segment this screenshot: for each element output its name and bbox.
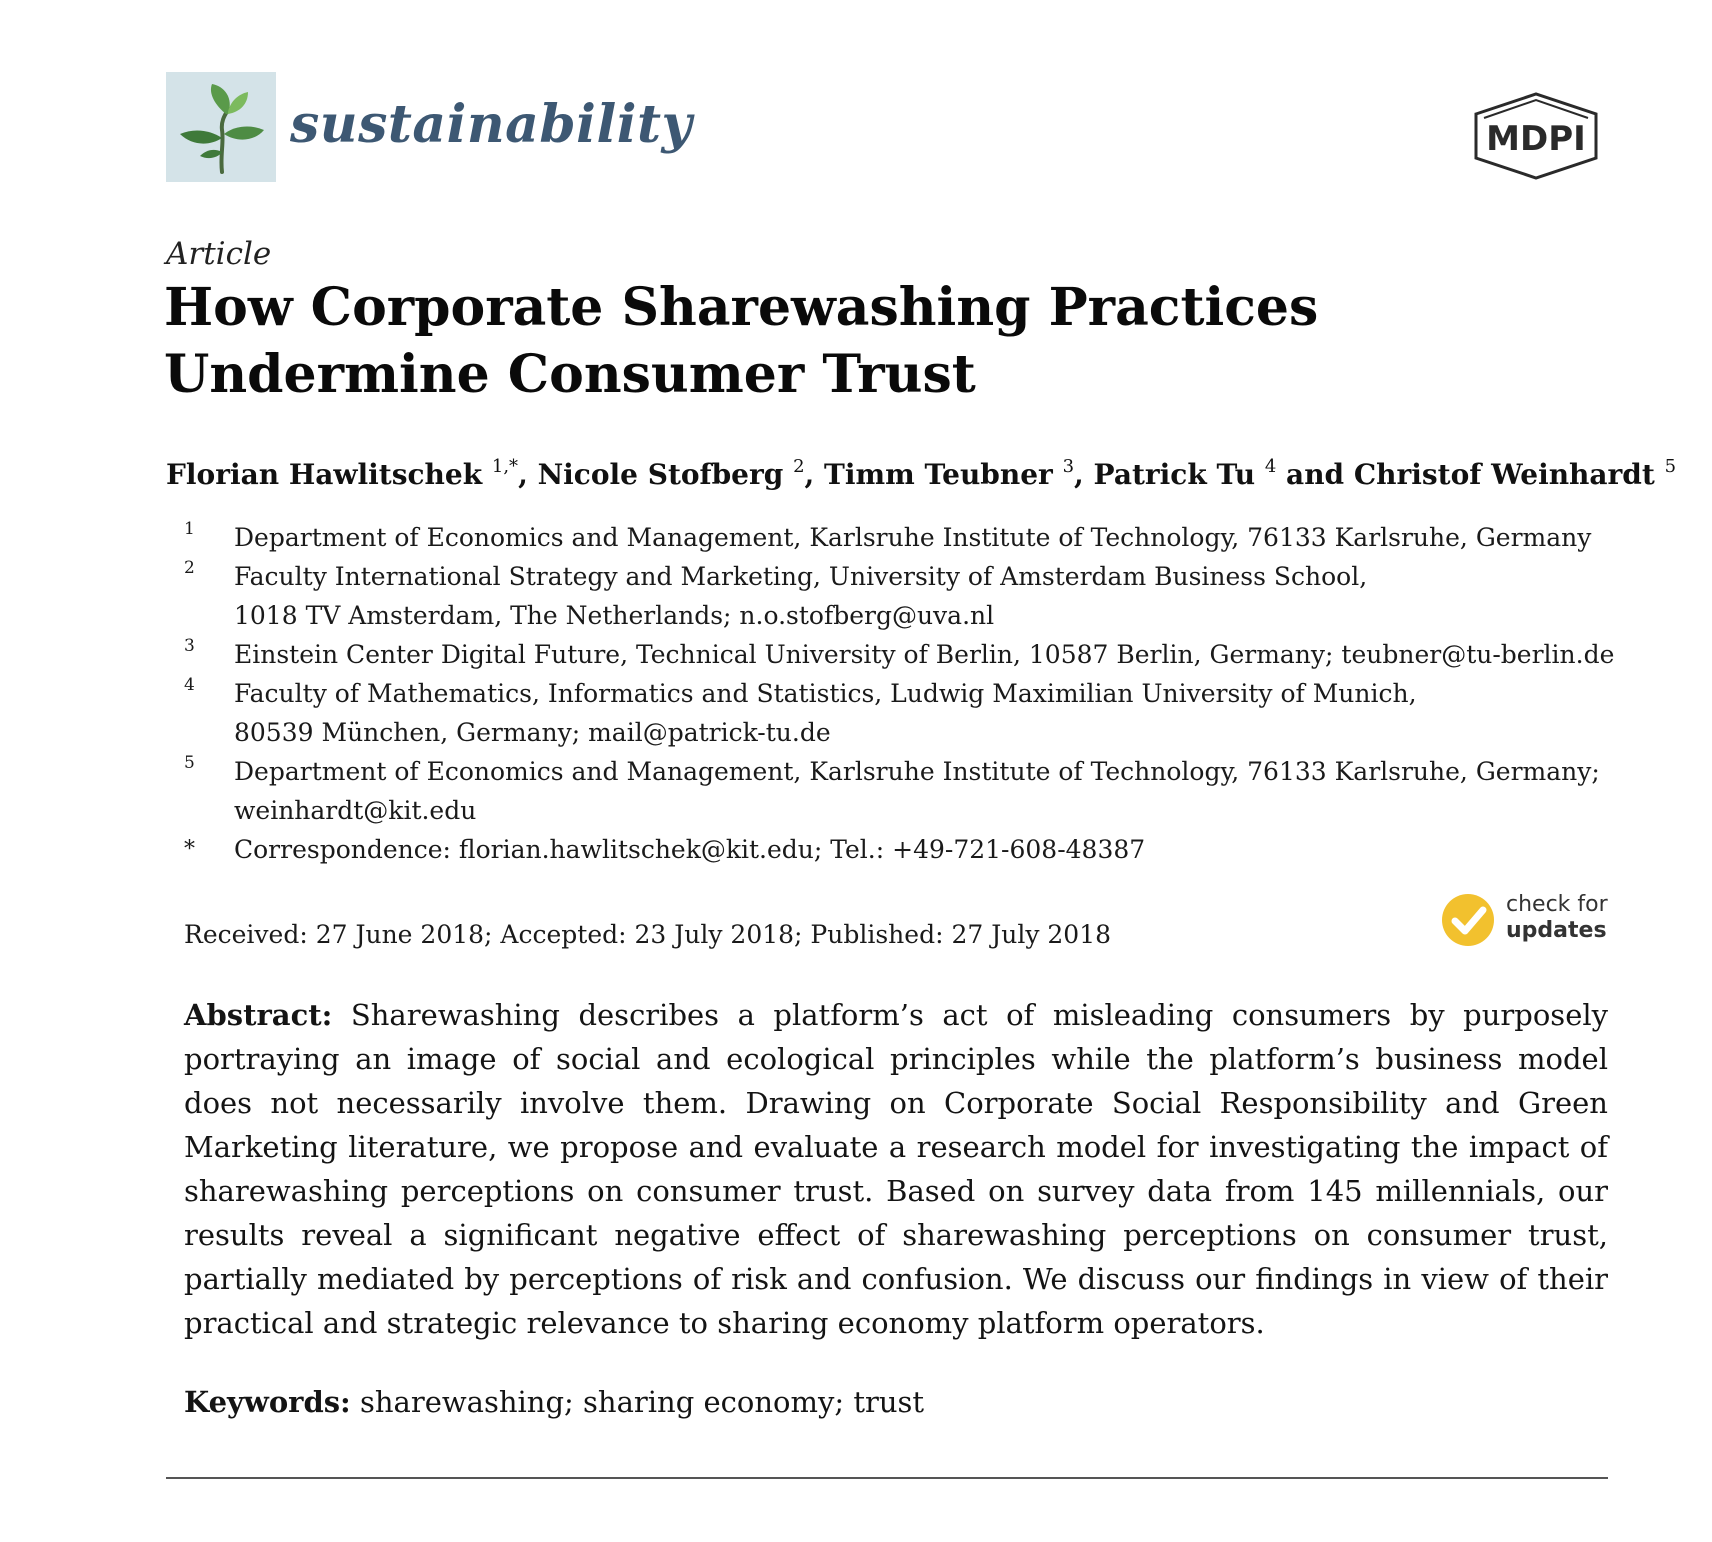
affiliation-text: Department of Economics and Management, Karlsruhe Institute of Technology, 76133 Karlsruhe, Germany; xyxy=(234,757,1600,786)
author-affiliation-marker: 1,* xyxy=(491,456,519,477)
author-name: Patrick Tu xyxy=(1093,458,1256,491)
affiliation-marker: 1 xyxy=(184,519,195,539)
affiliation-item xyxy=(166,518,1616,557)
affiliation-list xyxy=(166,518,1616,869)
abstract-label: Abstract: xyxy=(184,998,333,1032)
check-updates-line2: updates xyxy=(1506,918,1607,943)
article-type: Article xyxy=(166,236,272,272)
affiliation-item xyxy=(166,557,1616,635)
affiliation-item xyxy=(166,674,1616,752)
affiliation-marker: 3 xyxy=(184,636,195,656)
horizontal-rule xyxy=(166,1477,1608,1479)
author-name: Florian Hawlitschek xyxy=(166,458,483,491)
affiliation-text: weinhardt@kit.edu xyxy=(234,796,477,825)
publisher-name: MDPI xyxy=(1486,119,1586,159)
check-updates-line1: check for xyxy=(1506,892,1608,917)
publisher-logo xyxy=(1466,90,1606,182)
abstract xyxy=(184,993,1608,1345)
affiliation-marker: 4 xyxy=(184,675,195,695)
author-name: Christof Weinhardt xyxy=(1353,458,1655,491)
author-affiliation-marker: 2 xyxy=(793,456,805,477)
affiliation-item xyxy=(166,635,1616,674)
affiliation-text: Faculty of Mathematics, Informatics and Statistics, Ludwig Maximilian University of Munich, xyxy=(234,679,1417,708)
author-separator: and xyxy=(1276,458,1354,491)
journal-name: sustainability xyxy=(290,94,693,155)
publication-dates: Received: 27 June 2018; Accepted: 23 July 2018; Published: 27 July 2018 xyxy=(184,920,1112,949)
affiliation-text: 80539 München, Germany; mail@patrick-tu.de xyxy=(234,718,831,747)
article-title: How Corporate Sharewashing Practices Undermine Consumer Trust xyxy=(164,277,1319,405)
author-name: Timm Teubner xyxy=(824,458,1053,491)
affiliation-text: Faculty International Strategy and Marketing, University of Amsterdam Business School, xyxy=(234,562,1368,591)
keywords-text: sharewashing; sharing economy; trust xyxy=(359,1385,925,1419)
author-name: Nicole Stofberg xyxy=(537,458,784,491)
author-separator: , xyxy=(1074,458,1094,491)
affiliation-text: Correspondence: florian.hawlitschek@kit.edu; Tel.: +49-721-608-48387 xyxy=(234,835,1146,864)
author-affiliation-marker: 3 xyxy=(1062,456,1075,477)
author-affiliation-marker: 5 xyxy=(1664,456,1677,477)
journal-logo xyxy=(166,72,276,182)
keywords xyxy=(184,1385,924,1419)
affiliation-item xyxy=(166,830,1616,869)
affiliation-item xyxy=(166,752,1616,830)
mdpi-hexagon-logo xyxy=(1466,90,1606,182)
affiliation-marker: 5 xyxy=(184,753,195,773)
affiliation-marker: * xyxy=(184,837,195,862)
affiliation-text: Department of Economics and Management, Karlsruhe Institute of Technology, 76133 Karlsruhe, Germany xyxy=(234,523,1592,552)
checkmark-badge-icon xyxy=(1440,892,1496,948)
sprout-leaf-icon xyxy=(166,72,276,182)
affiliation-text: 1018 TV Amsterdam, The Netherlands; n.o.stofberg@uva.nl xyxy=(234,601,995,630)
author-separator: , xyxy=(518,458,538,491)
author-separator: , xyxy=(804,458,825,491)
author-list xyxy=(166,455,1677,495)
affiliation-text: Einstein Center Digital Future, Technical University of Berlin, 10587 Berlin, Germany; teubner@tu-berlin.de xyxy=(234,640,1615,669)
check-for-updates-badge[interactable] xyxy=(1440,888,1610,950)
abstract-text: Sharewashing describes a platform’s act of misleading consumers by purposely portraying an image of social and ecological principles while the platform’s business model does not necessarily involve them. Drawing on Corporate Social Responsibility and Green Marketing literature, we propose and evaluate a research model for investigating the impact of sharewashing perceptions on consumer trust. Based on survey data from 145 millennials, our results reveal a significant negative effect of sharewashing perceptions on consumer trust, partially mediated by perceptions of risk and confusion. We discuss our findings in view of their practical and strategic relevance to sharing economy platform operators. xyxy=(184,998,1609,1340)
author-affiliation-marker: 4 xyxy=(1264,456,1277,477)
affiliation-marker: 2 xyxy=(184,558,195,578)
keywords-label: Keywords: xyxy=(184,1385,351,1419)
